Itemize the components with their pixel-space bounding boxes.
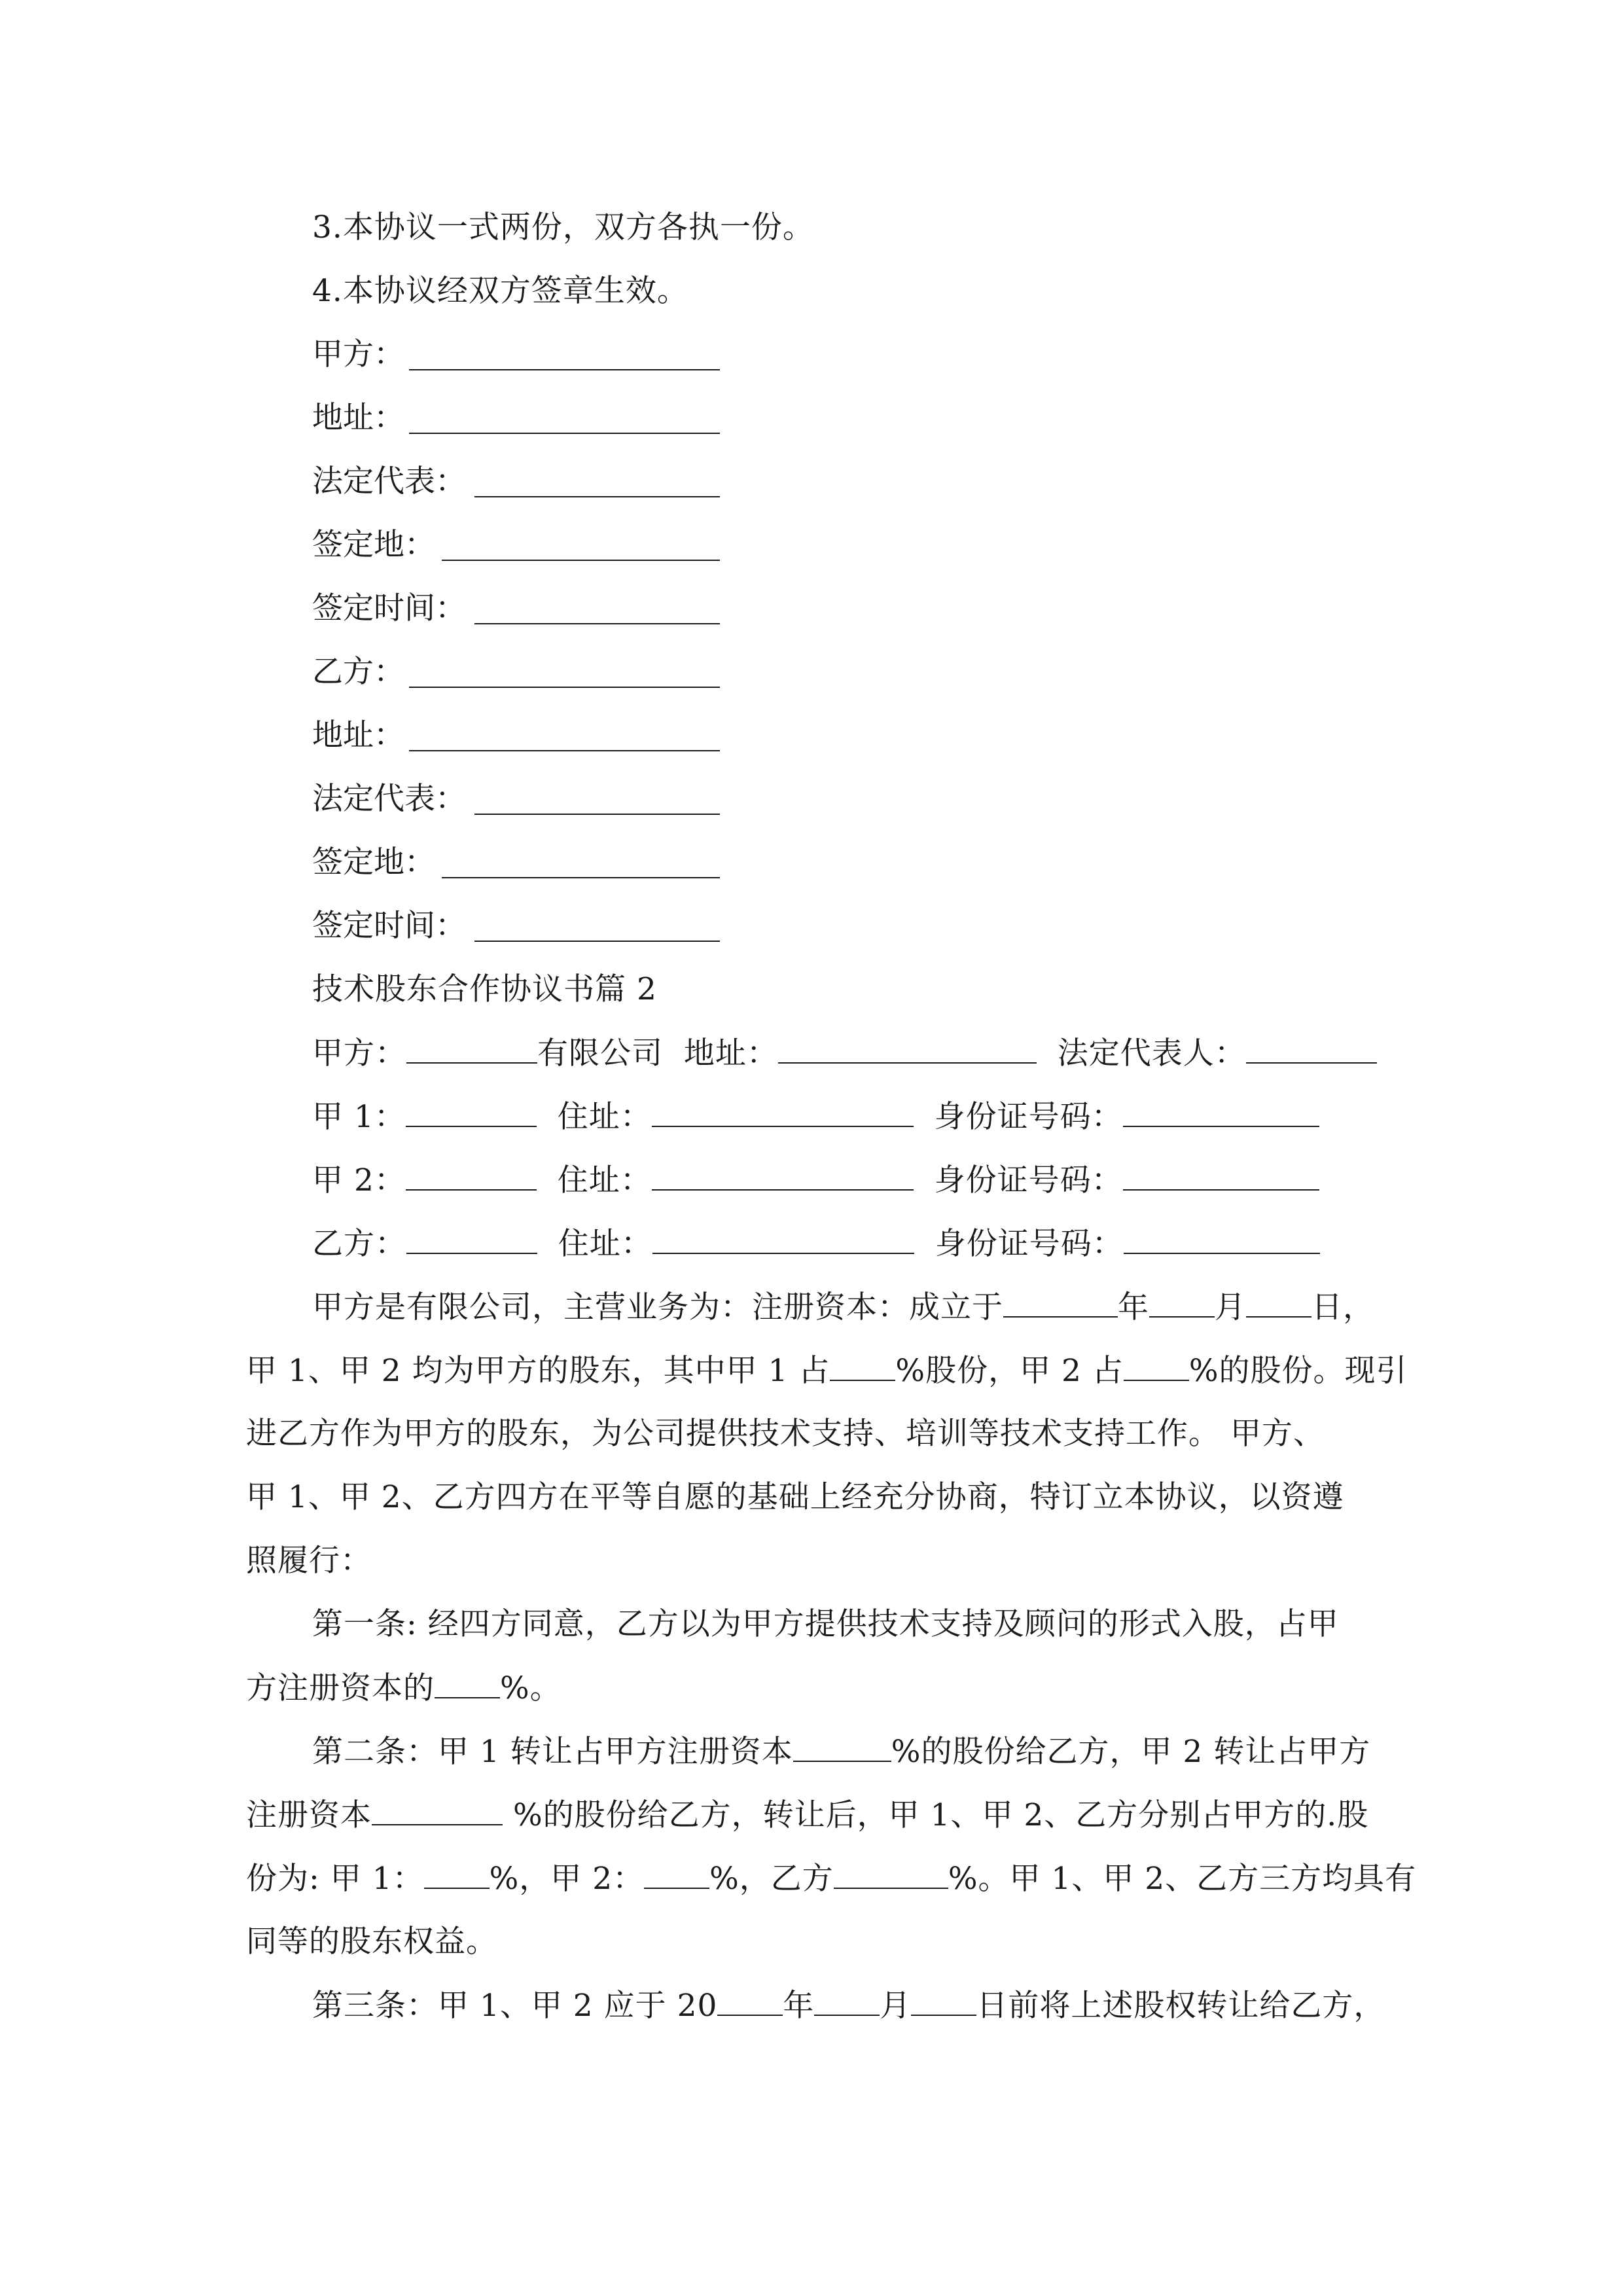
row1-blank-company	[406, 1033, 537, 1064]
row2-label: 甲 1：	[312, 1099, 406, 1135]
article-1-l2-end: %。	[500, 1670, 562, 1706]
article-1-line-2	[246, 1668, 562, 1708]
blank-a3-month	[814, 1986, 880, 2016]
sig-legal-rep-a-label: 法定代表：	[312, 463, 466, 499]
sig-address-b	[312, 716, 404, 755]
sig-address-b-label: 地址：	[312, 717, 404, 753]
row3-address-label: 住址：	[557, 1162, 652, 1198]
sig-address-b-blank	[409, 721, 720, 751]
article-2-line-1	[312, 1732, 1370, 1772]
article-2-line-3	[246, 1859, 1416, 1899]
sig-legal-rep-b-label: 法定代表：	[312, 781, 466, 817]
parties-row-2	[312, 1097, 1319, 1137]
article-2-l2-text: 注册资本	[246, 1797, 372, 1833]
article-2-l3-c: %，乙方	[709, 1861, 834, 1897]
article-2-line-2	[246, 1795, 1368, 1835]
row1-party-label: 甲方：	[312, 1035, 406, 1071]
sig-legal-rep-a-blank	[474, 467, 720, 497]
sig-address-a-label: 地址：	[312, 400, 404, 436]
sig-place-b-blank	[442, 848, 720, 878]
article-3-l1-end: 日前将上述股权转让给乙方，	[976, 1988, 1385, 2024]
sig-place-a	[312, 526, 435, 565]
intro-l1-month: 月	[1215, 1289, 1246, 1325]
row2-blank-address	[652, 1097, 914, 1127]
intro-l1-text: 甲方是有限公司，主营业务为：注册资本：成立于	[312, 1289, 1003, 1325]
parties-row-4	[312, 1224, 1320, 1264]
article-2-l1-end: %的股份给乙方，甲 2 转让占甲方	[891, 1734, 1371, 1770]
row1-legal-rep-label: 法定代表人：	[1057, 1035, 1246, 1071]
article-1-line-1: 第一条: 经四方同意，乙方以为甲方提供技术支持及顾问的形式入股，占甲	[312, 1606, 1339, 1642]
sig-legal-rep-a	[312, 462, 466, 501]
parties-row-1	[312, 1033, 1377, 1073]
row4-label: 乙方：	[312, 1226, 406, 1262]
sig-time-a	[312, 589, 466, 628]
sig-party-b	[312, 653, 404, 692]
blank-share-a2	[1124, 1351, 1189, 1381]
sig-place-a-blank	[442, 531, 720, 561]
intro-l2-text: 甲 1、甲 2 均为甲方的股东，其中甲 1 占	[246, 1353, 830, 1389]
intro-line-5: 照履行：	[246, 1543, 372, 1579]
row4-blank-name	[406, 1224, 537, 1254]
row2-blank-id	[1123, 1097, 1319, 1127]
blank-month	[1149, 1287, 1215, 1318]
sig-party-a	[312, 335, 404, 374]
intro-l2-end: %的股份。现引	[1188, 1353, 1408, 1389]
sig-party-b-label: 乙方：	[312, 654, 404, 690]
row2-blank-name	[406, 1097, 537, 1127]
intro-line-3: 进乙方作为甲方的股东，为公司提供技术支持、培训等技术支持工作。 甲方、	[246, 1416, 1325, 1452]
sig-address-a-blank	[409, 404, 720, 434]
parties-row-3	[312, 1160, 1319, 1200]
blank-year	[1003, 1287, 1118, 1318]
sig-time-b-label: 签定时间：	[312, 908, 466, 944]
sig-legal-rep-b-blank	[474, 785, 720, 815]
row2-id-label: 身份证号码：	[934, 1099, 1123, 1135]
row4-blank-address	[652, 1224, 914, 1254]
article-3-l1-a: 第三条：甲 1、甲 2 应于 20	[312, 1988, 718, 2024]
sig-place-b	[312, 843, 435, 882]
clause-3: 3.本协议一式两份，双方各执一份。	[312, 209, 814, 245]
sig-time-a-blank	[474, 594, 720, 624]
sig-party-a-label: 甲方：	[312, 336, 404, 372]
sig-place-b-label: 签定地：	[312, 844, 435, 880]
intro-line-1	[312, 1287, 1374, 1327]
section-title: 技术股东合作协议书篇 2	[312, 971, 657, 1007]
article-2-l3-b: %，甲 2：	[489, 1861, 645, 1897]
row3-id-label: 身份证号码：	[934, 1162, 1123, 1198]
sig-party-a-blank	[409, 340, 720, 370]
sig-time-b	[312, 906, 466, 946]
blank-after-a2	[644, 1859, 709, 1889]
row4-blank-id	[1124, 1224, 1320, 1254]
blank-a3-year	[717, 1986, 783, 2016]
sig-place-a-label: 签定地：	[312, 527, 435, 563]
intro-l1-day: 日，	[1311, 1289, 1374, 1325]
blank-share-a1	[830, 1351, 895, 1381]
intro-line-2	[246, 1351, 1408, 1391]
row3-blank-id	[1123, 1160, 1319, 1191]
article-2-l2-end: %的股份给乙方，转让后，甲 1、甲 2、乙方分别占甲方的.股	[503, 1797, 1369, 1833]
article-3-l1-month: 月	[880, 1988, 912, 2024]
article-2-l1-text: 第二条：甲 1 转让占甲方注册资本	[312, 1734, 793, 1770]
article-3-l1-year: 年	[783, 1988, 815, 2024]
article-2-l3-a: 份为: 甲 1：	[246, 1861, 424, 1897]
row3-blank-name	[406, 1160, 537, 1191]
sig-time-a-label: 签定时间：	[312, 590, 466, 626]
article-1-l2-text: 方注册资本的	[246, 1670, 435, 1706]
row3-label: 甲 2：	[312, 1162, 406, 1198]
blank-after-b	[834, 1859, 948, 1889]
blank-transfer-a2	[372, 1795, 503, 1825]
row4-id-label: 身份证号码：	[935, 1226, 1124, 1262]
row1-blank-address	[778, 1033, 1037, 1064]
row1-blank-legal-rep	[1246, 1033, 1377, 1064]
article-2-l3-d: %。甲 1、甲 2、乙方三方均具有	[948, 1861, 1417, 1897]
blank-day	[1246, 1287, 1311, 1318]
intro-l1-year: 年	[1118, 1289, 1149, 1325]
row3-blank-address	[652, 1160, 914, 1191]
blank-transfer-a1	[793, 1732, 891, 1762]
sig-time-b-blank	[474, 912, 720, 942]
sig-party-b-blank	[409, 658, 720, 688]
blank-after-a1	[424, 1859, 490, 1889]
sig-legal-rep-b	[312, 780, 466, 819]
blank-a3-day	[911, 1986, 976, 2016]
clause-4: 4.本协议经双方签章生效。	[312, 273, 688, 309]
article-2-line-4: 同等的股东权益。	[246, 1924, 497, 1960]
blank-b-share	[435, 1668, 500, 1698]
row4-address-label: 住址：	[558, 1226, 652, 1262]
article-3-line-1	[312, 1986, 1385, 2026]
intro-line-4: 甲 1、甲 2、乙方四方在平等自愿的基础上经充分协商，特订立本协议，以资遵	[246, 1479, 1344, 1515]
intro-l2-mid: %股份，甲 2 占	[895, 1353, 1124, 1389]
row2-address-label: 住址：	[557, 1099, 652, 1135]
row1-company-suffix: 有限公司	[537, 1035, 663, 1071]
sig-address-a	[312, 399, 404, 438]
row1-address-label: 地址：	[683, 1035, 778, 1071]
